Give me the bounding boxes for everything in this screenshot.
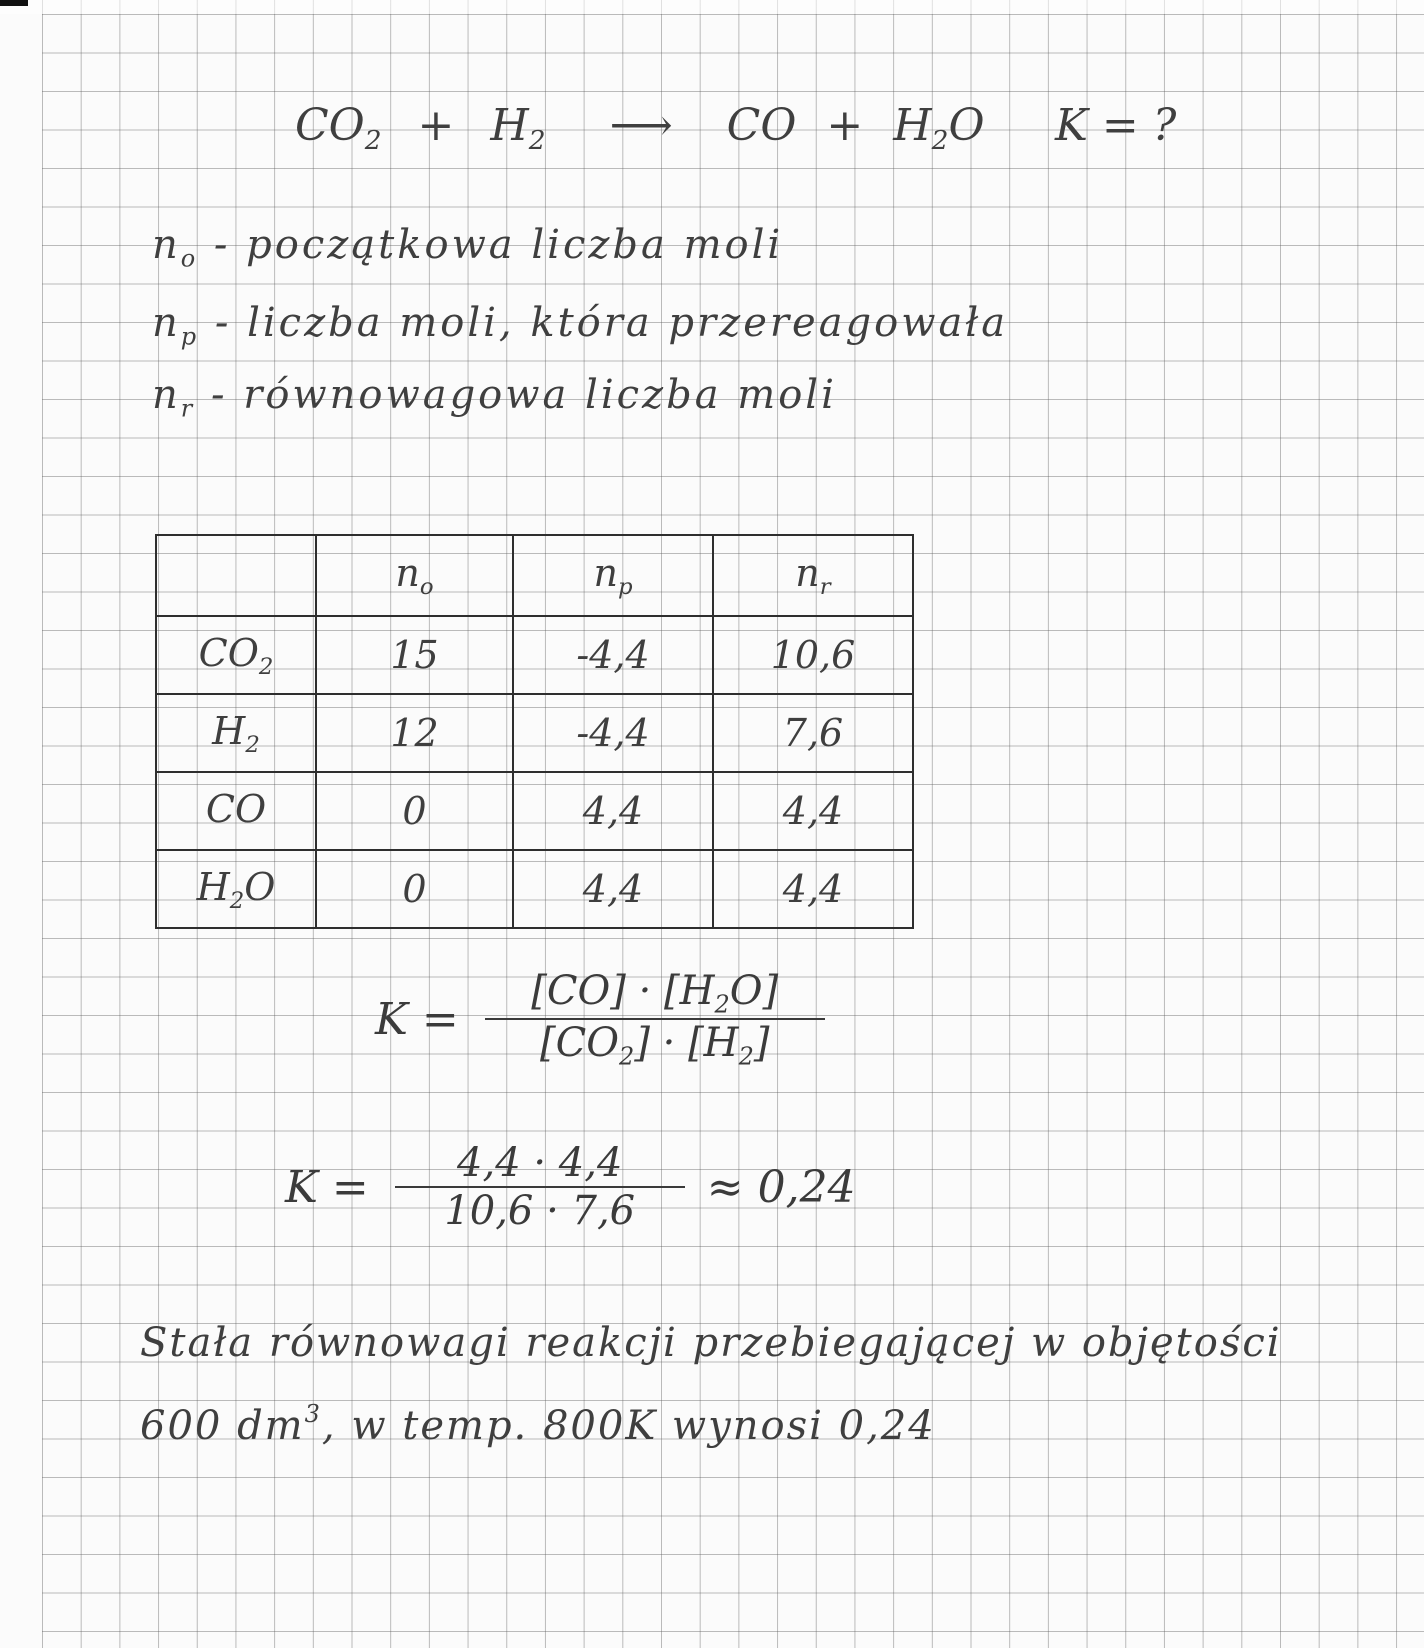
nr-cell: 4,4 bbox=[713, 772, 913, 850]
table-header-blank bbox=[156, 535, 316, 616]
conclusion-line-1: Stała równowagi reakcji przebiegającej w objętości bbox=[140, 1320, 1282, 1366]
definition-np: $n_p$ - liczba moli, która przereagowała bbox=[152, 300, 1009, 351]
formula-fraction bbox=[485, 968, 825, 1071]
table-header-n0: $n_o$ bbox=[316, 535, 513, 616]
table-header-np: $n_p$ bbox=[513, 535, 713, 616]
calculation bbox=[285, 1140, 856, 1234]
table-row bbox=[156, 616, 913, 694]
formula-denominator: $[CO_2] \cdot [H_2]$ bbox=[540, 1020, 770, 1071]
np-cell: -4,4 bbox=[513, 694, 713, 772]
n0-cell: 12 bbox=[316, 694, 513, 772]
np-cell: 4,4 bbox=[513, 772, 713, 850]
plus-sign: + bbox=[417, 100, 455, 151]
plus-sign: + bbox=[826, 100, 864, 151]
scan-corner-mark bbox=[0, 0, 28, 6]
table-row bbox=[156, 850, 913, 928]
reactant-h2: $H_2$ bbox=[490, 100, 546, 157]
table-header-nr: $n_r$ bbox=[713, 535, 913, 616]
product-co: CO bbox=[726, 100, 797, 151]
paper-left-margin bbox=[0, 0, 42, 1648]
np-cell: 4,4 bbox=[513, 850, 713, 928]
species-cell: $H_2$ bbox=[156, 694, 316, 772]
n0-cell: 0 bbox=[316, 850, 513, 928]
reaction-arrow: ⟶ bbox=[609, 100, 673, 151]
equilibrium-formula bbox=[375, 968, 825, 1071]
nr-cell: 4,4 bbox=[713, 850, 913, 928]
definition-n0: $n_o$ - początkowa liczba moli bbox=[152, 222, 784, 273]
nr-cell: 10,6 bbox=[713, 616, 913, 694]
table-header-row bbox=[156, 535, 913, 616]
species-cell: $CO_2$ bbox=[156, 616, 316, 694]
calculation-fraction bbox=[395, 1140, 685, 1234]
calculation-numerator: 4,4 · 4,4 bbox=[457, 1140, 623, 1186]
reactant-co2: $CO_2$ bbox=[295, 100, 382, 157]
species-cell: $H_2O$ bbox=[156, 850, 316, 928]
product-h2o: $H_2O$ bbox=[893, 100, 985, 157]
paper-top-edge bbox=[0, 0, 1424, 14]
calculation-result: ≈ 0,24 bbox=[706, 1161, 856, 1213]
calculation-lhs: K = bbox=[285, 1161, 369, 1213]
table-row bbox=[156, 772, 913, 850]
calculation-denominator: 10,6 · 7,6 bbox=[444, 1188, 636, 1234]
conclusion-line-2: 600 $dm^3$, w temp. 800K wynosi 0,24 bbox=[140, 1400, 936, 1449]
species-cell: CO bbox=[156, 772, 316, 850]
equilibrium-constant-question: K = ? bbox=[1055, 100, 1177, 151]
n0-cell: 0 bbox=[316, 772, 513, 850]
formula-lhs: K = bbox=[375, 993, 459, 1045]
reaction-equation bbox=[295, 100, 985, 156]
definition-nr: $n_r$ - równowagowa liczba moli bbox=[152, 372, 837, 423]
n0-cell: 15 bbox=[316, 616, 513, 694]
nr-cell: 7,6 bbox=[713, 694, 913, 772]
moles-table bbox=[155, 534, 914, 929]
np-cell: -4,4 bbox=[513, 616, 713, 694]
table-row bbox=[156, 694, 913, 772]
formula-numerator: $[CO] \cdot [H_2O]$ bbox=[531, 968, 779, 1019]
